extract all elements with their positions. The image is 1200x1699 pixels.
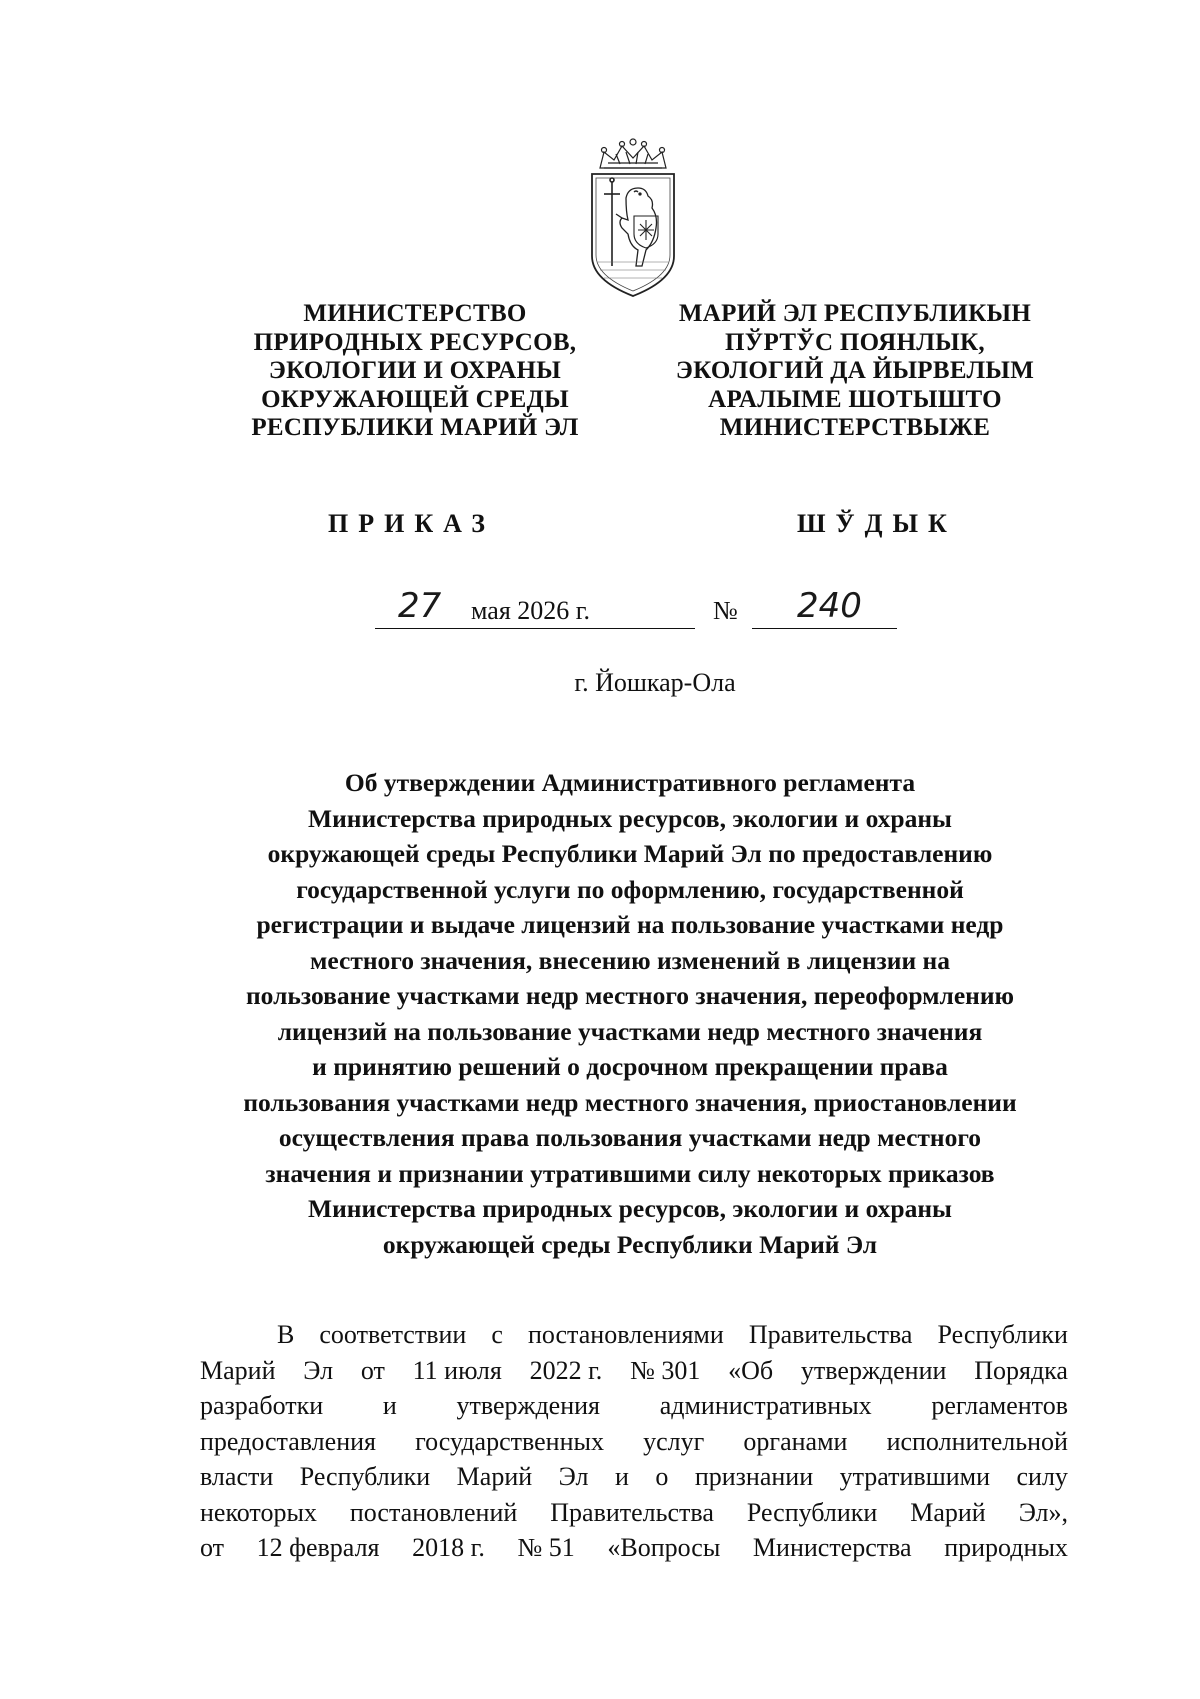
org-mari-line: ПЎРТЎС ПОЯНЛЫК, xyxy=(725,328,985,356)
date-underline xyxy=(375,628,695,629)
body-word: признании xyxy=(694,1462,814,1491)
number-underline xyxy=(752,628,897,629)
body-word: 11 июля xyxy=(412,1355,502,1385)
body-word: утратившими xyxy=(839,1462,991,1491)
body-word: о xyxy=(655,1462,669,1491)
body-word: от xyxy=(200,1533,225,1562)
body-word: Республики xyxy=(746,1497,878,1527)
title-line: пользование участками недр местного значения, переоформлению xyxy=(245,981,1015,1010)
body-word: № 301 xyxy=(630,1355,701,1385)
body-word: 12 февраля xyxy=(256,1533,380,1562)
body-word: постановлениями xyxy=(527,1320,724,1349)
org-mari-line: МИНИСТЕРСТВЫЖЕ xyxy=(719,414,991,441)
body-word: 2018 г. xyxy=(412,1533,485,1562)
body-word: власти xyxy=(200,1462,274,1491)
body-word: Марий xyxy=(910,1497,986,1527)
org-mari-line: МАРИЙ ЭЛ РЕСПУБЛИКЫН xyxy=(678,300,1032,327)
body-paragraph xyxy=(200,1317,1068,1566)
org-ru-line: РЕСПУБЛИКИ МАРИЙ ЭЛ xyxy=(251,414,579,441)
body-word: Республики xyxy=(937,1320,1068,1349)
org-ru-line: ЭКОЛОГИИ И ОХРАНЫ xyxy=(268,357,562,384)
body-word: 2022 г. xyxy=(529,1355,603,1385)
org-mari-line: ЭКОЛОГИЙ ДА ЙЫРВЕЛЫМ xyxy=(675,357,1035,384)
body-line xyxy=(200,1317,1068,1353)
body-word: № 51 xyxy=(517,1533,575,1562)
body-word: некоторых xyxy=(200,1497,317,1527)
body-word: Марий xyxy=(456,1462,533,1491)
body-word: Министерства xyxy=(752,1533,912,1562)
body-word: Марий xyxy=(200,1355,276,1385)
month-year: мая 2026 г. xyxy=(471,596,591,625)
title-line: Министерства природных ресурсов, экологии и охраны xyxy=(308,1194,952,1223)
body-word: предоставления xyxy=(200,1426,376,1456)
coat-of-arms-emblem xyxy=(582,138,684,300)
handwritten-order-number: 240 xyxy=(797,586,862,626)
title-line: регистрации и выдаче лицензий на пользование участками недр xyxy=(256,910,1004,939)
title-line: значения и признании утратившими силу некоторых приказов xyxy=(265,1158,995,1188)
body-word: Эл», xyxy=(1018,1497,1068,1527)
org-ru-line: ОКРУЖАЮЩЕЙ СРЕДЫ xyxy=(261,385,569,413)
document-title xyxy=(150,765,1110,1262)
body-word: исполнительной xyxy=(886,1426,1068,1456)
title-line: окружающей среды Республики Марий Эл по предоставлению xyxy=(267,839,993,868)
body-word: регламентов xyxy=(931,1391,1068,1420)
body-line xyxy=(200,1459,1068,1495)
title-line: пользования участками недр местного значения, приостановлении xyxy=(243,1087,1017,1117)
title-line: и принятию решений о досрочном прекращении права xyxy=(312,1052,948,1081)
body-word: Порядка xyxy=(974,1355,1068,1385)
title-line: лицензий на пользование участками недр местного значения xyxy=(277,1016,983,1046)
body-line xyxy=(200,1530,1068,1566)
body-word: силу xyxy=(1016,1462,1068,1491)
body-word: услуг xyxy=(643,1426,705,1456)
body-word: утверждении xyxy=(800,1355,947,1385)
body-word: В xyxy=(277,1320,295,1349)
date-number-line xyxy=(0,586,1200,632)
body-line xyxy=(200,1353,1068,1389)
body-line xyxy=(200,1495,1068,1531)
body-word: природных xyxy=(944,1533,1068,1562)
order-label-mari: ШЎДЫК xyxy=(797,509,957,538)
body-line xyxy=(200,1388,1068,1424)
city xyxy=(0,668,1200,698)
body-word: утверждения xyxy=(456,1391,600,1420)
title-line: местного значения, внесению изменений в лицензии на xyxy=(310,945,950,975)
body-word: административных xyxy=(659,1391,872,1420)
body-word: «Вопросы xyxy=(607,1533,721,1562)
title-line: Министерства природных ресурсов, экологии и охраны xyxy=(308,803,952,833)
body-word: постановлений xyxy=(349,1497,518,1527)
body-word: «Об xyxy=(728,1355,774,1385)
number-sign: № xyxy=(713,596,738,625)
body-line xyxy=(200,1424,1068,1460)
body-word: соответствии xyxy=(319,1320,467,1349)
body-word: Правительства xyxy=(748,1320,913,1349)
org-ru-line: МИНИСТЕРСТВО xyxy=(303,300,527,327)
body-word: Правительства xyxy=(550,1497,714,1527)
body-word: и xyxy=(614,1462,629,1491)
organization-name-mari xyxy=(630,300,1080,443)
body-word: государственных xyxy=(415,1426,604,1456)
org-ru-line: ПРИРОДНЫХ РЕСУРСОВ, xyxy=(253,328,577,356)
body-word: разработки xyxy=(200,1391,324,1420)
body-word: Эл xyxy=(303,1355,334,1385)
title-line: государственной услуги по оформлению, государственной xyxy=(296,874,964,904)
body-word: органами xyxy=(743,1426,848,1456)
org-mari-line: АРАЛЫМЕ ШОТЫШТО xyxy=(708,385,1002,413)
body-word: от xyxy=(360,1355,385,1385)
title-line: Об утверждении Административного регламента xyxy=(344,768,916,797)
body-word: с xyxy=(491,1320,503,1349)
city-text: г. Йошкар-Ола xyxy=(574,668,736,697)
title-line: осуществления права пользования участками недр местного xyxy=(278,1123,982,1152)
body-word: Эл xyxy=(558,1462,589,1491)
body-word: и xyxy=(382,1391,397,1420)
organization-name-russian xyxy=(175,300,655,443)
handwritten-day: 27 xyxy=(398,586,442,626)
body-word: Республики xyxy=(299,1462,431,1491)
order-label-russian: ПРИКАЗ xyxy=(328,509,496,538)
title-line: окружающей среды Республики Марий Эл xyxy=(382,1229,878,1259)
